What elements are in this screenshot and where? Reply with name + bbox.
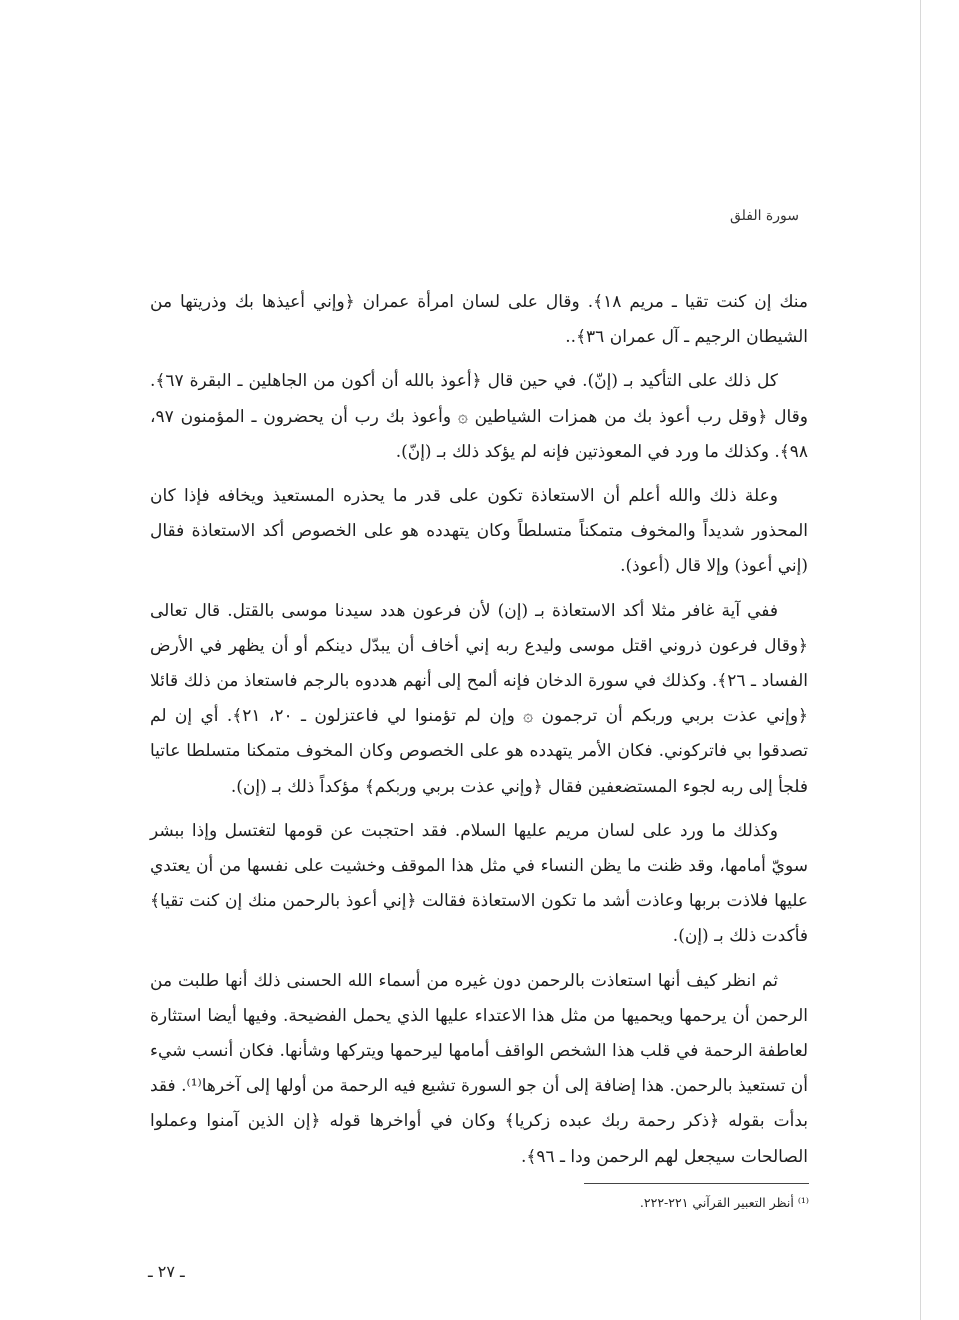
footnote-divider xyxy=(584,1183,809,1184)
paragraph-continuation: منك إن كنت تقيا ـ مريم ١٨﴾. وقال على لسان امرأة عمران ﴿وإني أعيذها بك وذريتها من الشيطان الرجيم ـ آل عمران ٣٦﴾.. xyxy=(150,292,809,348)
page-number: ـ ٢٧ ـ xyxy=(148,1262,185,1281)
running-header: سورة الفلق xyxy=(729,208,799,224)
paragraph-emphasis: كل ذلك على التأكيد بـ (إنّ). في حين قال ﴿أعوذ بالله أن أكون من الجاهلين ـ البقرة ٦٧﴾. وقال ﴿وقل رب أعوذ بك من همزات الشياطين ۞ وأعوذ بك رب أن يحضرون ـ المؤمنون ٩٧، ٩٨﴾. وكذلك ما ورد في المعوذتين فإنه لم يؤكد ذلك بـ (إنّ). xyxy=(150,371,808,462)
paragraph-rahman: ثم انظر كيف أنها استعاذت بالرحمن دون غيره من أسماء الله الحسنى ذلك أنها طلبت من الرحمن أن يرحمها ويحميها من مثل هذا الاعتداء عليها الذي يحمل الفضيحة. وفيها أيضا استثارة لعاطفة الرحمة في قلب هذا الشخص الواقف أمامها ليرحمها ويتركها وشأنها. فكان أنسب شيء أن تستعيذ بالرحمن. هذا إضافة إلى أن جو السورة تشيع فيه الرحمة من أولها إلى آخرها⁽¹⁾. فقد بدأت بقوله ﴿ذكر رحمة ربك عبده زكريا﴾ وكان في أواخرها قوله ﴿إن الذين آمنوا وعملوا الصالحات سيجعل لهم الرحمن ودا ـ ٩٦﴾. xyxy=(150,970,808,1167)
footnote: ⁽¹⁾ أنظر التعبير القرآني ٢٢١-٢٢٢. xyxy=(639,1195,809,1210)
paragraph-reason: وعلة ذلك والله أعلم أن الاستعاذة تكون على قدر ما يحذره المستعيذ ويخافه فإذا كان المحذور شديداً والمخوف متمكناً متسلطاً وكان يتهدده هو على الخصوص أكد الاستعاذة فقال (إني أعوذ) وإلا قال (أعوذ). xyxy=(150,486,808,577)
body-text xyxy=(150,285,808,1184)
paragraph-maryam-example: وكذلك ما ورد على لسان مريم عليها السلام. فقد احتجبت عن قومها لتغتسل وإذا ببشر سويّ أمامها، وقد ظنت ما يظن النساء في مثل هذا الموقف وخشيت على نفسها من أن يعتدي عليها فلاذت بربها وعاذت أشد ما تكون الاستعاذة فقالت ﴿إني أعوذ بالرحمن منك إن كنت تقيا﴾ فأكدت ذلك بـ (إن). xyxy=(150,820,808,947)
scan-edge-line xyxy=(920,0,921,1320)
paragraph-ghafir-example: ففي آية غافر مثلا أكد الاستعاذة بـ (إن) لأن فرعون هدد سيدنا موسى بالقتل. قال تعالى ﴿وقال فرعون ذروني اقتل موسى وليدع ربه إني أخاف أن يبدّل دينكم أو أن يظهر في الأرض الفساد ـ ٢٦﴾. وكذلك في سورة الدخان فإنه ألمح إلى أنهم هددوه بالرجم فاستعاذ من ذلك قائلا ﴿وإني عذت بربي وربكم أن ترجمون ۞ وإن لم تؤمنوا لي فاعتزلون ـ ٢٠، ٢١﴾. أي إن لم تصدقوا بي فاتركوني. فكان الأمر يتهدده هو على الخصوص وكان المخوف متمكنا متسلطا عاتيا فلجأ إلى ربه لجوء المستضعفين فقال ﴿وإني عذت بربي وربكم﴾ مؤكداً ذلك بـ (إن). xyxy=(150,600,809,797)
